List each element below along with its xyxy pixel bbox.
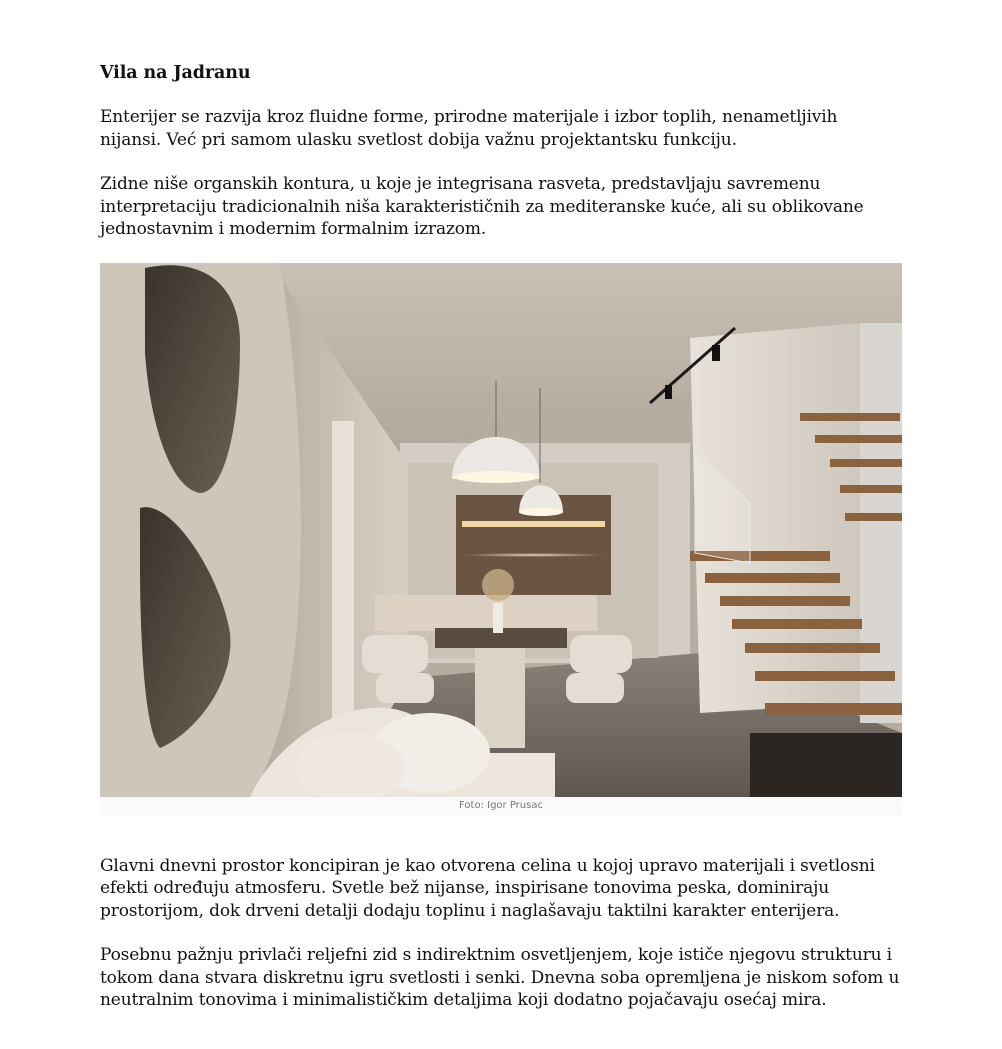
article: [100, 60, 902, 1034]
interior-photo[interactable]: [100, 263, 902, 797]
article-title: Vila na Jadranu: [100, 63, 251, 83]
photo-caption: Foto: Igor Prusac: [100, 797, 902, 815]
intro-paragraph-1: Enterijer se razvija kroz fluidne forme, prirodne materijale i izbor toplih, nenametljivih nijansi. Već pri samom ulasku svetlost dobija važnu projektantsku funkciju.: [100, 107, 838, 150]
intro-paragraph-2: Zidne niše organskih kontura, u koje je integrisana rasveta, predstavljaju savremenu interpretaciju tradicionalnih niša karakterističnih za mediteranske kuće, ali su oblikovane jednostavnim i modernim formalnim izrazom.: [100, 174, 864, 239]
body-paragraph-1: Glavni dnevni prostor koncipiran je kao otvorena celina u kojoj upravo materijali i svetlosni efekti određuju atmosferu. Svetle bež nijanse, inspirisane tonovima peska, dominiraju prostorijom, dok drveni detalji dodaju toplinu i naglašavaju taktilni karakter enterijera.: [100, 855, 875, 921]
body-paragraph-2: Posebnu pažnju privlači reljefni zid s indirektnim osvetljenjem, koje ističe njegovu strukturu i tokom dana stvara diskretnu igru svetlosti i senki. Dnevna soba opremljena je niskom sofom u neutralnim tonovima i minimalističkim detaljima koji dodatno pojačavaju osećaj mira.: [100, 945, 900, 1010]
article-figure: [100, 263, 902, 815]
